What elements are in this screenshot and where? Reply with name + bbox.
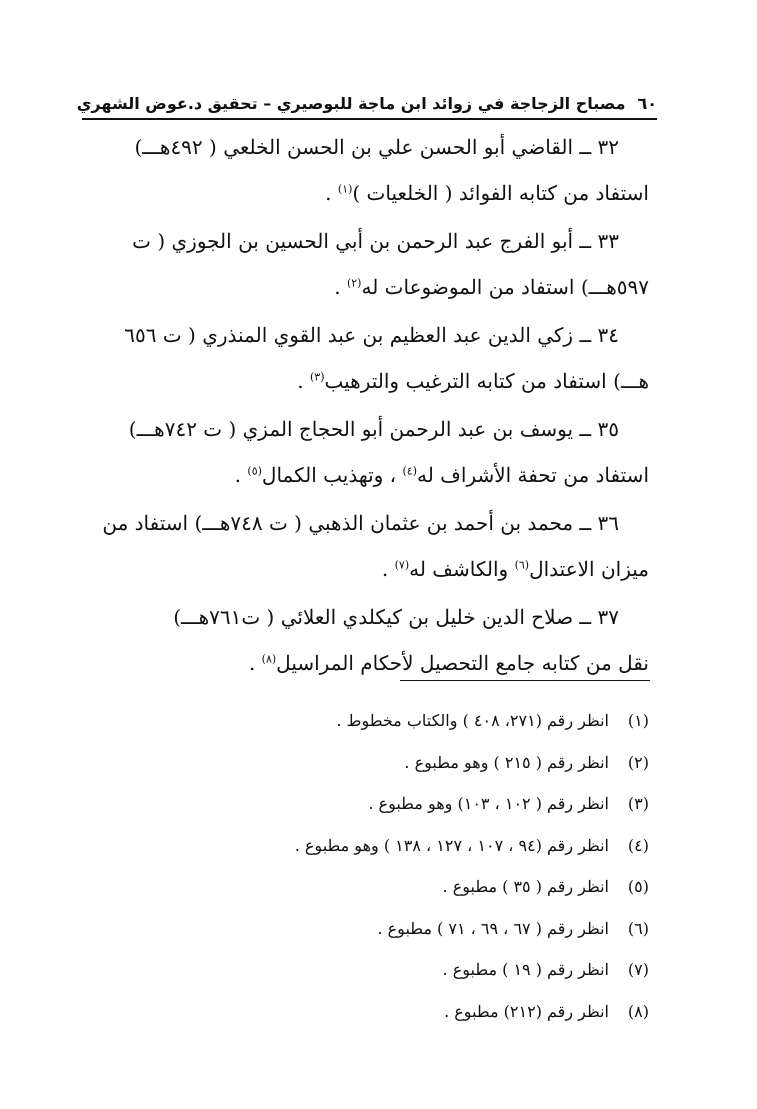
footnote-divider	[400, 680, 650, 681]
footnote-ref[interactable]: (٤)	[402, 464, 417, 478]
footnote-item	[82, 866, 649, 908]
footnote-item	[82, 700, 649, 742]
running-title: مصباح الزجاجة في زوائد ابن ماجة للبوصيري – تحقيق د.عوض الشهري	[76, 93, 626, 113]
footnote-text: انظر رقم (٩٤ ، ١٠٧ ، ١٢٧ ، ١٣٨ ) وهو مطبوع .	[294, 835, 609, 855]
main-text	[82, 124, 649, 688]
footnote-number: (١)	[627, 711, 649, 730]
footnote-text: انظر رقم ( ٣٥ ) مطبوع .	[442, 877, 609, 896]
footnote-text: انظر رقم (٢٧١، ٤٠٨ ) والكتاب مخطوط .	[336, 711, 609, 730]
footnote-text: انظر رقم (٢١٢) مطبوع .	[444, 1001, 609, 1021]
entry-36	[82, 500, 649, 592]
footnote-item	[82, 991, 649, 1033]
entry-line: نقل من كتابه جامع التحصيل لأحكام المراسيل$^{(٨)}$ .	[248, 651, 649, 675]
entry-line: ٣٢ ــ القاضي أبو الحسن علي بن الحسن الخلعي ( ٤٩٢هـــ)	[134, 135, 619, 159]
header-divider	[82, 118, 657, 120]
entry-line: هـــ) استفاد من كتابه الترغيب والترهيب$^{(٣)}$ .	[297, 369, 649, 393]
footnote-ref[interactable]: (٧)	[394, 558, 410, 572]
entry-line: ٣٦ ــ محمد بن أحمد بن عثمان الذهبي ( ت ٧٤٨هـــ) استفاد من	[102, 511, 619, 535]
footnote-ref[interactable]: (١)	[337, 182, 353, 196]
footnote-number: (٨)	[627, 1001, 649, 1021]
running-header	[76, 88, 657, 118]
footnote-number: (٤)	[627, 835, 649, 855]
footnote-text: انظر رقم ( ١٩ ) مطبوع .	[442, 960, 609, 979]
footnote-number: (٢)	[627, 752, 649, 772]
footnote-ref[interactable]: (٦)	[514, 558, 530, 572]
entry-line: ٣٥ ــ يوسف بن عبد الرحمن أبو الحجاج المزي ( ت ٧٤٢هـــ)	[128, 417, 619, 441]
footnote-text: انظر رقم ( ١٠٢ ، ١٠٣) وهو مطبوع .	[368, 794, 609, 813]
footnote-text: انظر رقم ( ٦٧ ، ٦٩ ، ٧١ ) مطبوع .	[377, 918, 609, 938]
footnote-number: (٦)	[627, 918, 649, 938]
entry-37	[82, 594, 649, 686]
footnote-item	[82, 825, 649, 867]
entry-line: استفاد من كتابه الفوائد ( الخلعيات )$^{(١)}$ .	[325, 181, 649, 205]
footnote-ref[interactable]: (٥)	[247, 464, 262, 478]
page-number: ٦٠	[637, 93, 657, 113]
footnote-text: انظر رقم ( ٢١٥ ) وهو مطبوع .	[404, 752, 609, 772]
entry-35	[82, 406, 649, 498]
entry-34	[82, 312, 649, 404]
entry-line: ٣٧ ــ صلاح الدين خليل بن كيكلدي العلائي ( ت٧٦١هـــ)	[173, 605, 619, 629]
footnote-number: (٧)	[627, 960, 649, 979]
footnote-number: (٣)	[627, 794, 649, 813]
entry-line: ٥٩٧هـــ) استفاد من الموضوعات له$^{(٢)}$ .	[334, 275, 649, 299]
footnote-item	[82, 949, 649, 991]
footnote-ref[interactable]: (٨)	[261, 652, 277, 666]
footnote-number: (٥)	[627, 877, 649, 896]
entry-32	[82, 124, 649, 216]
footnotes	[82, 700, 649, 1032]
entry-line: ٣٣ ــ أبو الفرج عبد الرحمن بن أبي الحسين بن الجوزي ( ت	[132, 229, 619, 253]
footnote-ref[interactable]: (٣)	[309, 370, 325, 384]
entry-line: استفاد من تحفة الأشراف له$^{(٤)}$ ، وتهذيب الكمال$^{(٥)}$ .	[234, 463, 649, 487]
footnote-item	[82, 908, 649, 950]
footnote-item	[82, 742, 649, 784]
footnote-ref[interactable]: (٢)	[346, 276, 362, 290]
footnote-item	[82, 783, 649, 825]
entry-line: ميزان الاعتدال$^{(٦)}$ والكاشف له$^{(٧)}$ .	[381, 557, 649, 581]
entry-33	[82, 218, 649, 310]
entry-line: ٣٤ ــ زكي الدين عبد العظيم بن عبد القوي المنذري ( ت ٦٥٦	[124, 323, 619, 347]
